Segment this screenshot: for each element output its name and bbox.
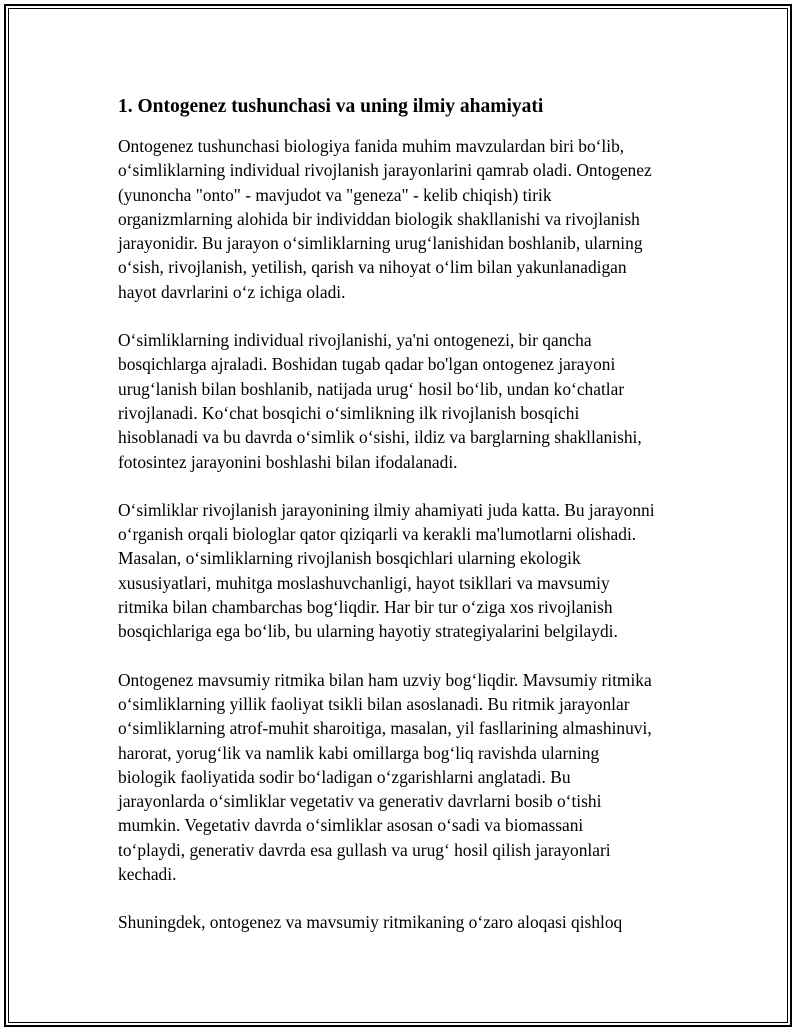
paragraph-line: rivojlanadi. Ko‘chat bosqichi o‘simlikning ilk rivojlanish bosqichi	[118, 402, 580, 423]
paragraph-line: O‘simliklar rivojlanish jarayonining ilmiy ahamiyati juda katta. Bu jarayonni	[118, 499, 655, 520]
paragraph-line: kechadi.	[118, 864, 177, 885]
paragraph-line: harorat, yorug‘lik va namlik kabi omillarga bog‘liq ravishda ularning	[118, 742, 600, 763]
paragraph-line: Shuningdek, ontogenez va mavsumiy ritmikaning o‘zaro aloqasi qishloq	[118, 912, 623, 933]
paragraph-line: urug‘lanish bilan boshlanib, natijada urug‘ hosil bo‘lib, undan ko‘chatlar	[118, 378, 625, 399]
paragraph-5	[118, 910, 708, 934]
paragraph-line: o‘sish, rivojlanish, yetilish, qarish va nihoyat o‘lim bilan yakunlanadigan	[118, 257, 627, 278]
paragraph-line: (yunoncha "onto" - mavjudot va "geneza" - kelib chiqish) tirik	[118, 184, 552, 205]
paragraph-line: xususiyatlari, muhitga moslashuvchanligi, hayot tsikllari va mavsumiy	[118, 572, 610, 593]
paragraph-line: o‘simliklarning individual rivojlanish jarayonlarini qamrab oladi. Ontogenez	[118, 160, 652, 181]
paragraph-line: Ontogenez mavsumiy ritmika bilan ham uzviy bog‘liqdir. Mavsumiy ritmika	[118, 669, 652, 690]
paragraph-2	[118, 328, 708, 474]
document-body	[118, 94, 708, 959]
paragraph-line: fotosintez jarayonini boshlashi bilan ifodalanadi.	[118, 451, 458, 472]
paragraph-line: ritmika bilan chambarchas bog‘liqdir. Har bir tur o‘ziga xos rivojlanish	[118, 597, 613, 618]
paragraph-line: hisoblanadi va bu davrda o‘simlik o‘sishi, ildiz va barglarning shakllanishi,	[118, 427, 642, 448]
paragraph-line: bosqichlariga ega bo‘lib, bu ularning hayotiy strategiyalarini belgilaydi.	[118, 621, 618, 642]
paragraph-line: o‘simliklarning atrof-muhit sharoitiga, masalan, yil fasllarining almashinuvi,	[118, 718, 652, 739]
paragraph-line: biologik faoliyatida sodir bo‘ladigan o‘zgarishlarni anglatadi. Bu	[118, 766, 571, 787]
paragraph-line: bosqichlarga ajraladi. Boshidan tugab qadar bo'lgan ontogenez jarayoni	[118, 354, 616, 375]
paragraph-line: Masalan, o‘simliklarning rivojlanish bosqichlari ularning ekologik	[118, 548, 581, 569]
paragraph-line: o‘simliklarning yillik faoliyat tsikli bilan asoslanadi. Bu ritmik jarayonlar	[118, 693, 630, 714]
paragraph-line: to‘playdi, generativ davrda esa gullash va urug‘ hosil qilish jarayonlari	[118, 839, 611, 860]
paragraph-line: jarayonidir. Bu jarayon o‘simliklarning urug‘lanishidan boshlanib, ularning	[118, 233, 643, 254]
paragraph-4	[118, 668, 708, 887]
paragraph-line: o‘rganish orqali biologlar qator qiziqarli va kerakli ma'lumotlarni olishadi.	[118, 524, 637, 545]
paragraph-3	[118, 498, 708, 644]
section-heading: 1. Ontogenez tushunchasi va uning ilmiy ahamiyati	[118, 96, 544, 117]
paragraph-line: jarayonlarda o‘simliklar vegetativ va generativ davrlarni bosib o‘tishi	[118, 791, 602, 812]
paragraph-1	[118, 134, 708, 304]
paragraph-line: hayot davrlarini o‘z ichiga oladi.	[118, 281, 346, 302]
paragraph-line: Ontogenez tushunchasi biologiya fanida muhim mavzulardan biri bo‘lib,	[118, 136, 625, 156]
paragraph-line: organizmlarning alohida bir individdan biologik shakllanishi va rivojlanish	[118, 208, 640, 229]
paragraph-line: O‘simliklarning individual rivojlanishi, ya'ni ontogenezi, bir qancha	[118, 330, 592, 351]
paragraph-line: mumkin. Vegetativ davrda o‘simliklar asosan o‘sadi va biomassani	[118, 815, 584, 836]
